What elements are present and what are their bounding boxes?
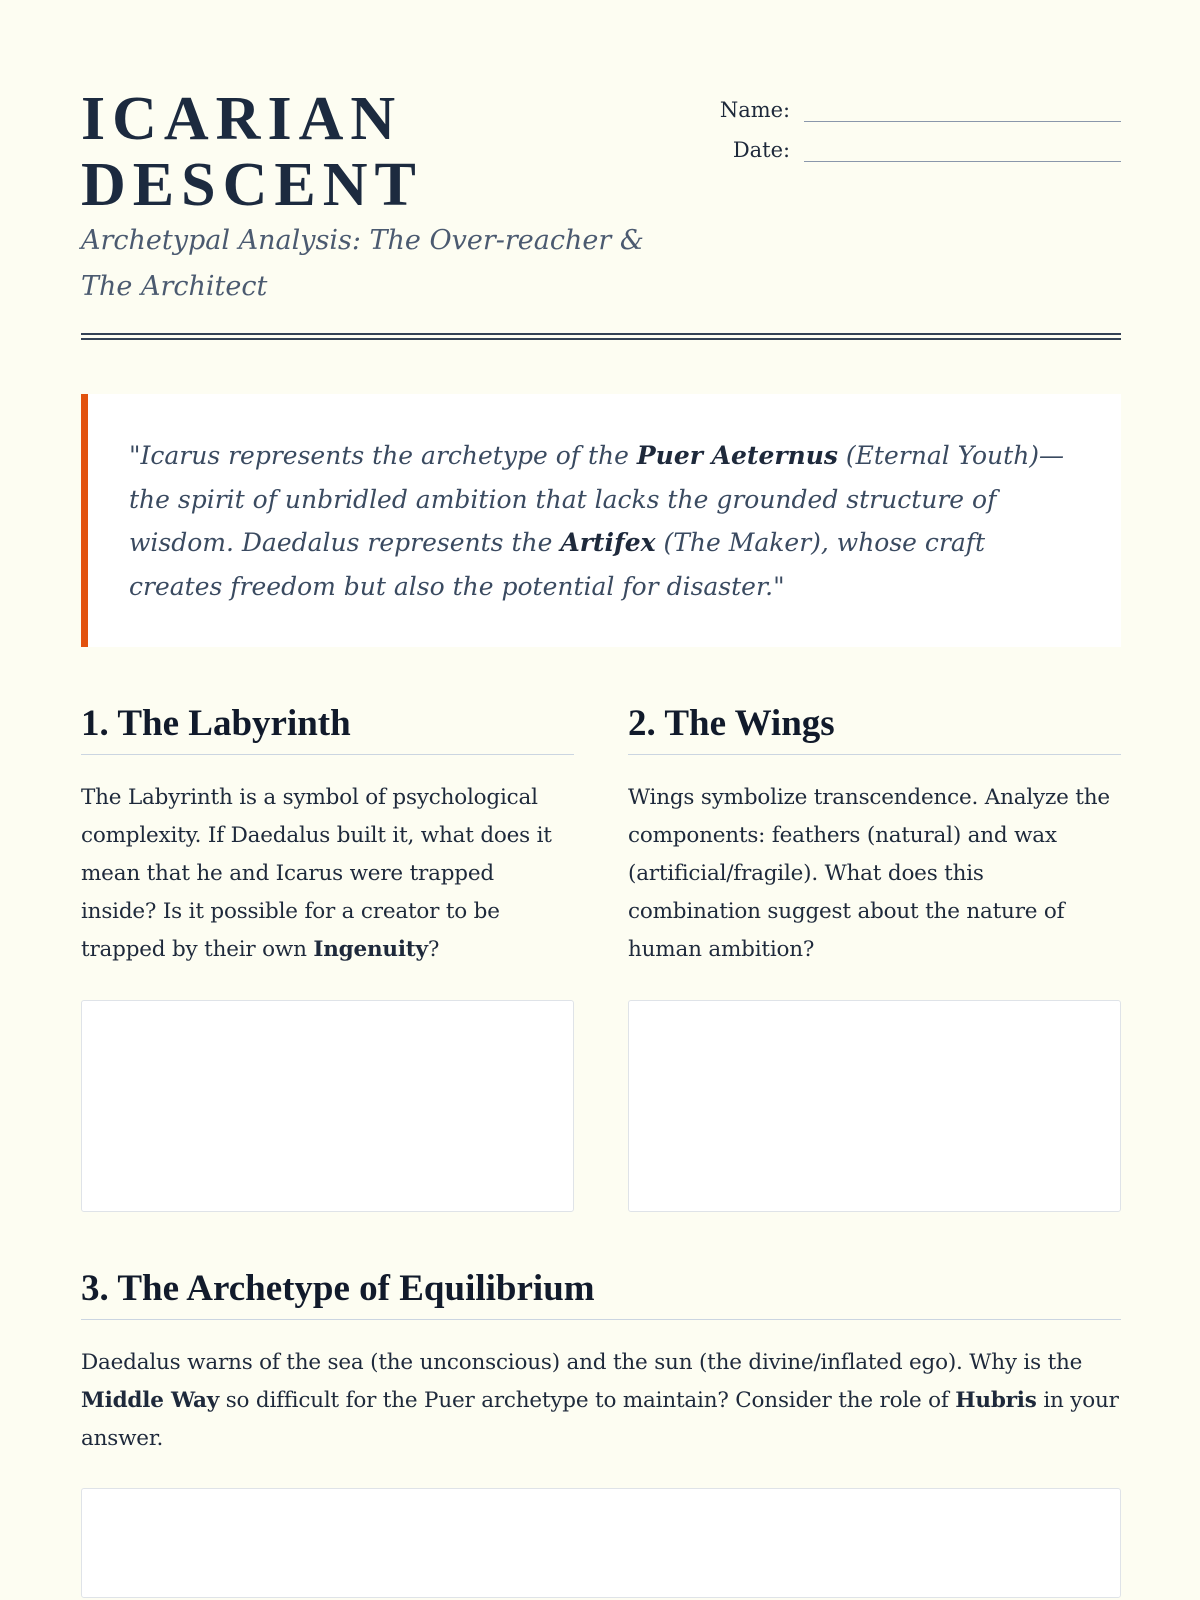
worksheet-subtitle: Archetypal Analysis: The Over-reacher & The Architect: [81, 225, 644, 302]
archetype-quote: "Icarus represents the archetype of the Puer Aeternus (Eternal Youth)—the spirit of unbridled ambition that lacks the grounded structure of wisdom. Daedalus represents the Artifex (The Maker), whose craft creates freedom but also the potential for disaster.": [81, 394, 1121, 647]
section-labyrinth: [81, 702, 574, 969]
student-fields: [701, 82, 1121, 162]
section-prompt: Wings symbolize transcendence. Analyze the components: feathers (natural) and wax (artificial/fragile). What does this combination suggest about the nature of human ambition?: [628, 785, 1110, 962]
section-prompt: The Labyrinth is a symbol of psychological complexity. If Daedalus built it, what does it mean that he and Icarus were trapped inside? Is it possible for a creator to be trapped by their own Ingenuity?: [81, 785, 552, 962]
date-field[interactable]: [804, 132, 1121, 162]
section-equilibrium: [81, 1267, 1121, 1458]
name-field[interactable]: [804, 92, 1121, 122]
answer-box-wings[interactable]: [628, 1000, 1121, 1212]
worksheet-title: ICARIAN DESCENT: [81, 85, 423, 219]
section-heading: 3. The Archetype of Equilibrium: [81, 1267, 1121, 1320]
section-heading: 2. The Wings: [628, 702, 1121, 755]
section-wings: [628, 702, 1121, 969]
answer-box-equilibrium[interactable]: [81, 1488, 1121, 1598]
answer-box-labyrinth[interactable]: [81, 1000, 574, 1212]
date-label: Date:: [732, 138, 791, 162]
section-prompt: Daedalus warns of the sea (the unconscious) and the sun (the divine/inflated ego). Why is the Middle Way so difficult for the Puer archetype to maintain? Consider the role of Hubris in your answer.: [81, 1350, 1119, 1451]
header-divider: [81, 333, 1121, 340]
section-heading: 1. The Labyrinth: [81, 702, 574, 755]
name-label: Name:: [719, 98, 791, 122]
